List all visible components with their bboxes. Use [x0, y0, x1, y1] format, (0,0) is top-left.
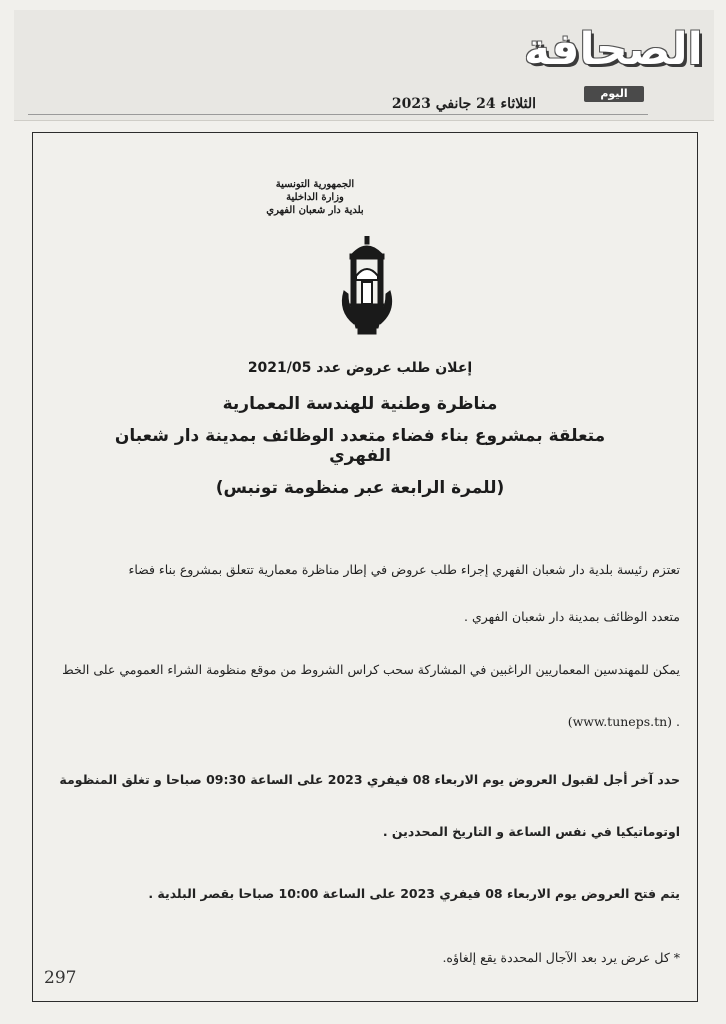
paragraph-3-line-2: اوتوماتيكيا في نفس الساعة و التاريخ المحددين .: [382, 824, 680, 839]
header-municipality: بلدية دار شعبان الفهري: [266, 205, 364, 216]
project-title: متعلقة بمشروع بناء فضاء متعدد الوظائف بمدينة دار شعبان الفهري: [114, 426, 606, 466]
paragraph-2-line-2: . (www.tuneps.tn): [567, 714, 680, 729]
logo-wordmark: الصحافة: [524, 24, 703, 75]
municipality-emblem-icon: [336, 236, 398, 336]
logo-tag: اليوم: [584, 86, 644, 102]
paragraph-1-line-2: متعدد الوظائف بمدينة دار شعبان الفهري .: [464, 609, 680, 624]
paragraph-1-line-1: تعتزم رئيسة بلدية دار شعبان الفهري إجراء طلب عروض في إطار مناظرة معمارية تتعلق بمشروع بناء فضاء: [128, 562, 680, 577]
attempt-note: (للمرة الرابعة عبر منظومة تونبس): [215, 478, 505, 498]
page-number: 297: [44, 968, 77, 988]
newspaper-logo: [524, 18, 703, 106]
paragraph-3-line-1: حدد آخر أجل لقبول العروض يوم الاربعاء 08 فيفري 2023 على الساعة 09:30 صباحا و تغلق المنظومة: [59, 772, 680, 787]
header-ministry: وزارة الداخلية: [286, 192, 344, 203]
paragraph-2-line-1: يمكن للمهندسين المعماريين الراغبين في المشاركة سحب كراس الشروط من موقع منظومة الشراء العمومي على الخط: [62, 662, 680, 677]
announcement-title: [110, 360, 610, 498]
paragraph-4: يتم فتح العروض يوم الاربعاء 08 فيفري 2023 على الساعة 10:00 صباحا بقصر البلدية .: [148, 886, 680, 901]
tender-number: إعلان طلب عروض عدد 2021/05: [247, 360, 473, 376]
issuer-header: [200, 178, 430, 217]
masthead-rule: [28, 114, 648, 115]
footnote: * كل عرض يرد بعد الآجال المحددة يقع إلغاؤه.: [442, 950, 680, 965]
competition-title: مناظرة وطنية للهندسة المعمارية: [222, 394, 498, 414]
issue-date: الثلاثاء 24 جانفي 2023: [391, 96, 536, 112]
header-republic: الجمهورية التونسية: [275, 179, 355, 190]
